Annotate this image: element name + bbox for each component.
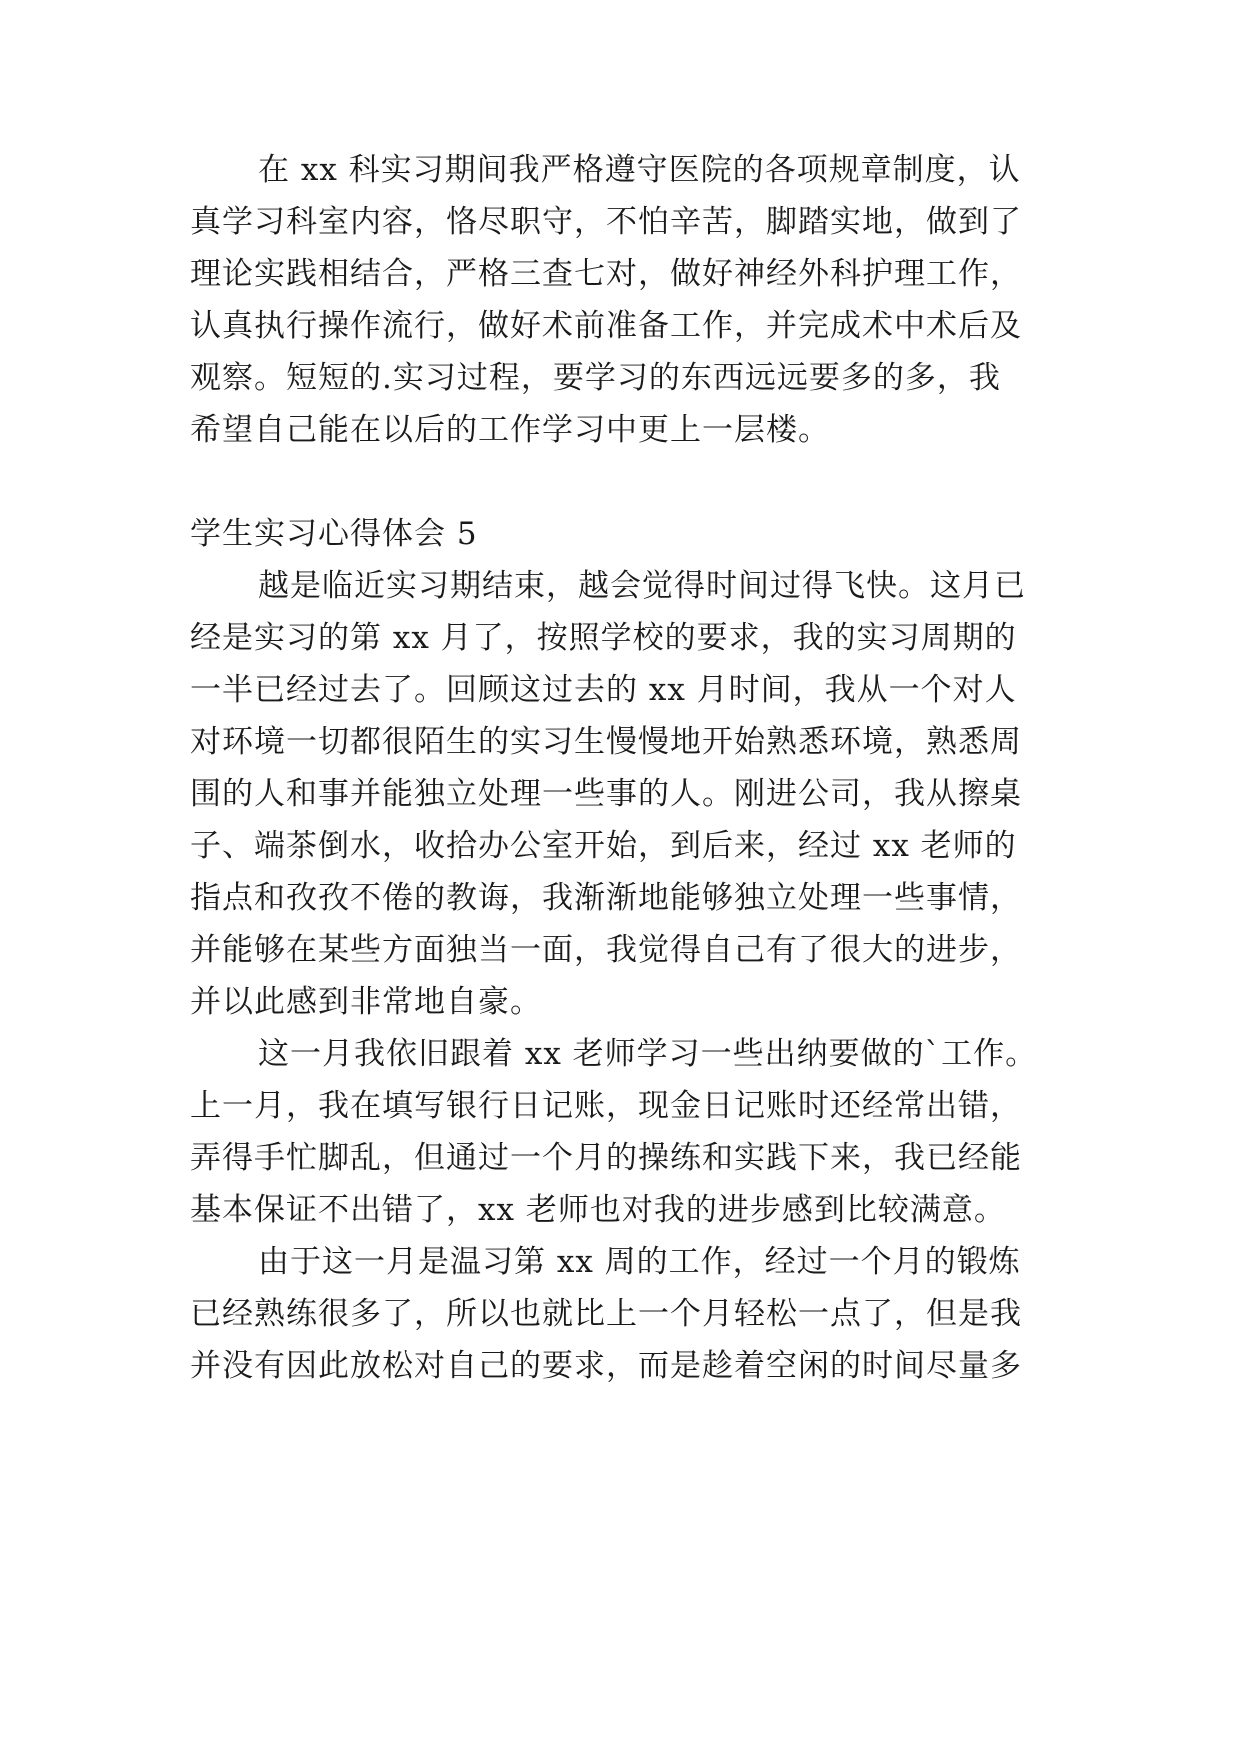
paragraph-line: 指点和孜孜不倦的教诲，我渐渐地能够独立处理一些事情， — [190, 880, 1022, 916]
section-heading: 学生实习心得体会 5 — [190, 516, 478, 552]
paragraph-line: 理论实践相结合，严格三查七对，做好神经外科护理工作， — [190, 256, 1022, 292]
paragraph-line: 基本保证不出错了，xx 老师也对我的进步感到比较满意。 — [190, 1192, 1006, 1228]
paragraph-line: 弄得手忙脚乱，但通过一个月的操练和实践下来，我已经能 — [190, 1140, 1022, 1176]
paragraph-line: 真学习科室内容，恪尽职守，不怕辛苦，脚踏实地，做到了 — [190, 204, 1022, 240]
paragraph-line: 一半已经过去了。回顾这过去的 xx 月时间，我从一个对人 — [190, 672, 1017, 708]
paragraph-line: 越是临近实习期结束，越会觉得时间过得飞快。这月已 — [258, 568, 1026, 604]
paragraph-line: 子、端茶倒水，收拾办公室开始，到后来，经过 xx 老师的 — [190, 828, 1017, 864]
paragraph-line: 已经熟练很多了，所以也就比上一个月轻松一点了，但是我 — [190, 1296, 1022, 1332]
paragraph-line: 观察。短短的.实习过程，要学习的东西远远要多的多，我 — [190, 360, 1001, 396]
paragraph-line: 围的人和事并能独立处理一些事的人。刚进公司，我从擦桌 — [190, 776, 1022, 812]
paragraph-line: 经是实习的第 xx 月了，按照学校的要求，我的实习周期的 — [190, 620, 1017, 656]
paragraph-line: 上一月，我在填写银行日记账，现金日记账时还经常出错， — [190, 1088, 1022, 1124]
paragraph-line: 希望自己能在以后的工作学习中更上一层楼。 — [190, 412, 830, 448]
paragraph-line: 由于这一月是温习第 xx 周的工作，经过一个月的锻炼 — [258, 1244, 1021, 1280]
paragraph-line: 并没有因此放松对自己的要求，而是趁着空闲的时间尽量多 — [190, 1348, 1022, 1384]
paragraph-line: 对环境一切都很陌生的实习生慢慢地开始熟悉环境，熟悉周 — [190, 724, 1022, 760]
paragraph-line: 并以此感到非常地自豪。 — [190, 984, 542, 1020]
paragraph-line: 在 xx 科实习期间我严格遵守医院的各项规章制度，认 — [258, 152, 1021, 188]
paragraph-line: 并能够在某些方面独当一面，我觉得自己有了很大的进步， — [190, 932, 1022, 968]
paragraph-line: 这一月我依旧跟着 xx 老师学习一些出纳要做的`工作。 — [258, 1036, 1038, 1072]
paragraph-line: 认真执行操作流行，做好术前准备工作，并完成术中术后及 — [190, 308, 1022, 344]
